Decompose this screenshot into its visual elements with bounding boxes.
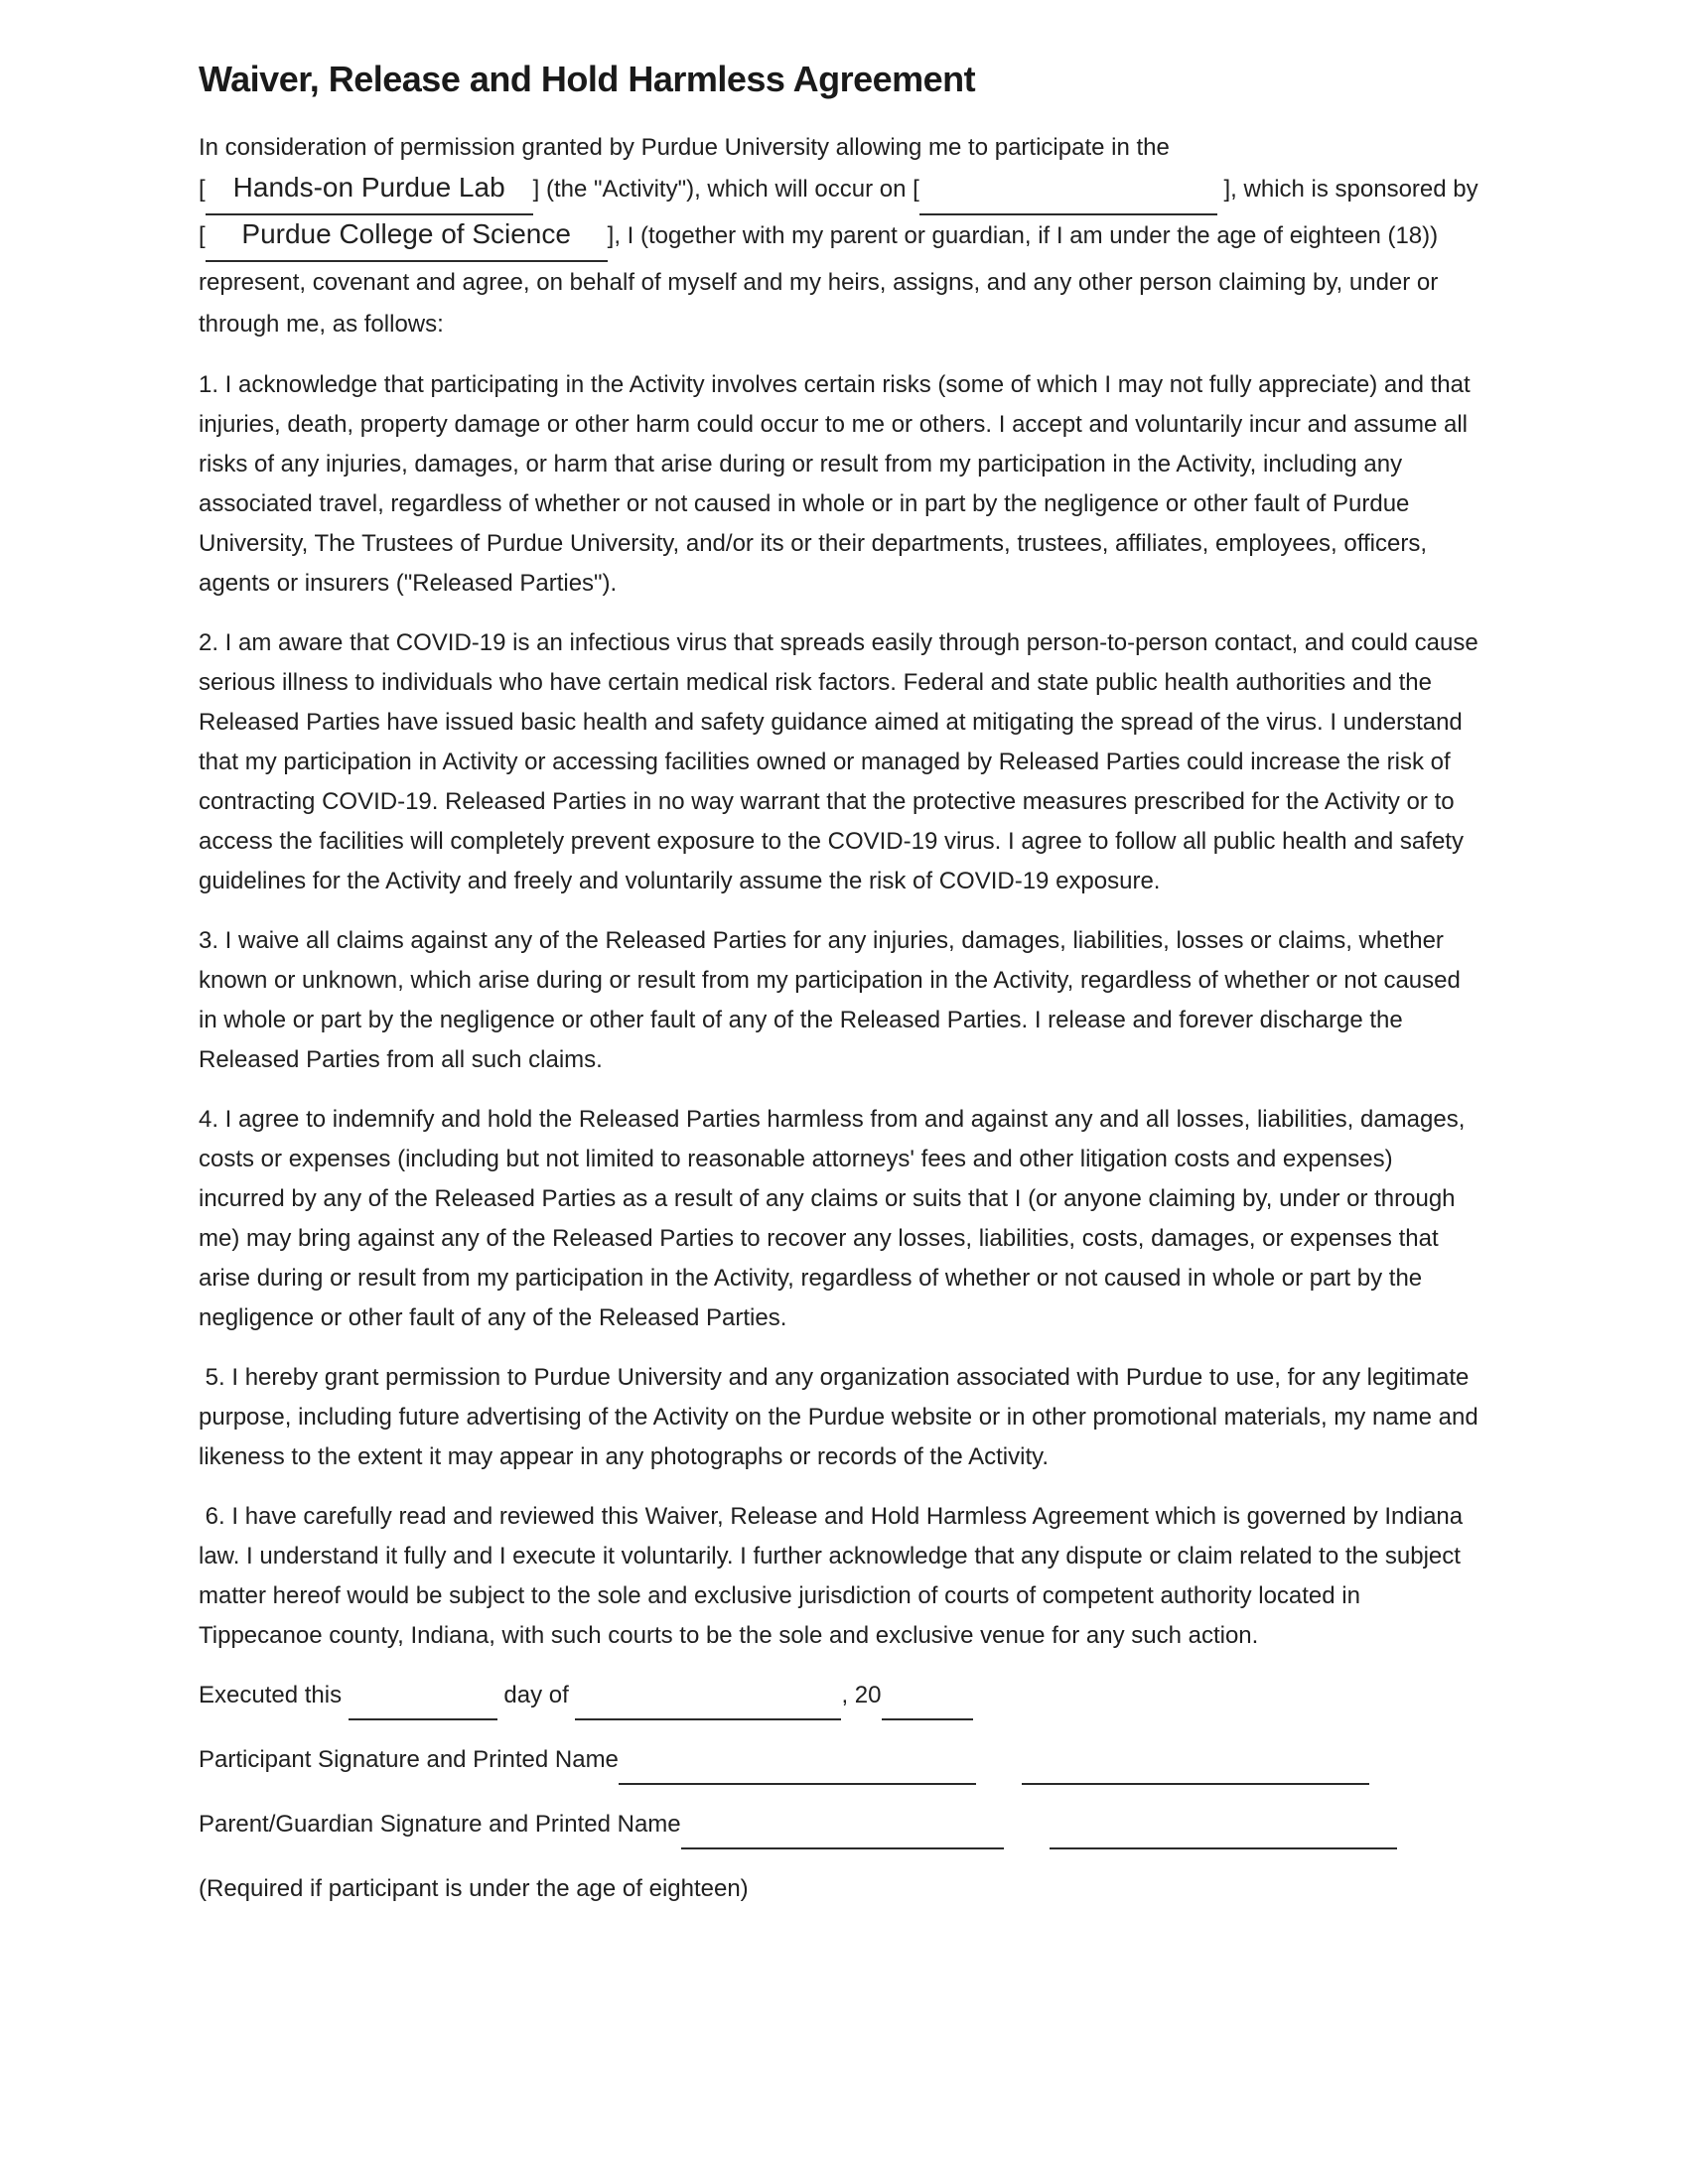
parent-guardian-signature-label: Parent/Guardian Signature and Printed Name <box>199 1811 681 1838</box>
waiver-paragraph-5: 5. I hereby grant permission to Purdue University and any organization associated with Purdue to use, for any legitimate purpose, including future advertising of the Activity on the Purdue website or in other promotional materials, my name and likeness to the extent it may appear in any photographs or records of the Activity. <box>199 1364 1485 1470</box>
intro-text-4: , I (together with my parent or guardian, if I am under the age of eighteen (18)) represent, covenant and agree, on behalf of myself and my heirs, assigns, and any other person claiming by, under or through me, as follows: <box>199 222 1445 338</box>
activity-name-blank[interactable] <box>206 169 533 215</box>
event-date-blank[interactable] <box>919 169 1217 215</box>
participant-signature-row <box>199 1740 1484 1785</box>
parent-guardian-signature-row <box>199 1805 1484 1849</box>
parent-guardian-printed-name-blank[interactable] <box>1050 1805 1397 1849</box>
waiver-paragraph-1: 1. I acknowledge that participating in the Activity involves certain risks (some of which I may not fully appreciate) and that injuries, death, property damage or other harm could occur to me or others. I accept and voluntarily incur and assume all risks of any injuries, damages, or harm that arise during or result from my participation in the Activity, including any associated travel, regardless of whether or not caused in whole or in part by the negligence or other fault of Purdue University, The Trustees of Purdue University, and/or its or their departments, trustees, affiliates, employees, officers, agents or insurers ("Released Parties"). <box>199 371 1477 597</box>
activity-name-value: Hands-on Purdue Lab <box>232 172 505 203</box>
waiver-paragraph-6: 6. I have carefully read and reviewed this Waiver, Release and Hold Harmless Agreement which is governed by Indiana law. I understand it fully and I execute it voluntarily. I further acknowledge that any dispute or claim related to the subject matter hereof would be subject to the sole and exclusive jurisdiction of courts of competent authority located in Tippecanoe county, Indiana, with such courts to be the sole and exclusive venue for any such action. <box>199 1503 1470 1649</box>
executed-this-label: Executed this <box>199 1682 349 1708</box>
under-eighteen-footnote: (Required if participant is under the age of eighteen) <box>199 1875 749 1902</box>
parent-guardian-signature-blank[interactable] <box>681 1805 1004 1849</box>
document-title: Waiver, Release and Hold Harmless Agreement <box>199 59 976 99</box>
waiver-paragraph-4: 4. I agree to indemnify and hold the Released Parties harmless from and against any and all losses, liabilities, damages, costs or expenses (including but not limited to reasonable attorneys' fees and other litigation costs and expenses) incurred by any of the Released Parties as a result of any claims or suits that I (or anyone claiming by, under or through me) may bring against any of the Released Parties to recover any losses, liabilities, costs, damages, or expenses that arise during or result from my participation in the Activity, regardless of whether or not caused in whole or part by the negligence or other fault of any of the Released Parties. <box>199 1106 1473 1331</box>
sponsor-value: Purdue College of Science <box>241 218 571 249</box>
waiver-paragraph-3: 3. I waive all claims against any of the Released Parties for any injuries, damages, liabilities, losses or claims, whether known or unknown, which arise during or result from my participation in the Activity, regardless of whether or not caused in whole or part by the negligence or other fault of any of the Released Parties. I release and forever discharge the Released Parties from all such claims. <box>199 927 1468 1073</box>
execution-date-row <box>199 1676 1484 1720</box>
day-of-label: day of <box>496 1682 576 1708</box>
waiver-paragraph-2: 2. I am aware that COVID-19 is an infectious virus that spreads easily through person-to-person contact, and could cause serious illness to individuals who have certain medical risk factors. Federal and state public health authorities and the Released Parties have issued basic health and safety guidance aimed at mitigating the spread of the virus. I understand that my participation in Activity or accessing facilities owned or managed by Released Parties could increase the risk of contracting COVID-19. Released Parties in no way warrant that the protective measures prescribed for the Activity or to access the facilities will completely prevent exposure to the COVID-19 virus. I agree to follow all public health and safety guidelines for the Activity and freely and voluntarily assume the risk of COVID-19 exposure. <box>199 629 1485 894</box>
intro-paragraph <box>199 127 1484 345</box>
sponsor-blank[interactable] <box>206 215 608 262</box>
execution-day-blank[interactable] <box>349 1676 497 1720</box>
intro-text-2: (the "Activity"), which will occur on <box>539 176 914 203</box>
date-bracket-close: ] <box>1216 176 1231 203</box>
intro-text-1: In consideration of permission granted by Purdue University allowing me to participate in the <box>199 134 1177 161</box>
execution-month-blank[interactable] <box>575 1676 841 1720</box>
participant-signature-label: Participant Signature and Printed Name <box>199 1746 619 1773</box>
intro-text-3: , which is sponsored by <box>1230 176 1485 203</box>
date-bracket-open: [ <box>913 176 919 203</box>
year-prefix-label: , 20 <box>841 1682 882 1708</box>
participant-printed-name-blank[interactable] <box>1022 1740 1369 1785</box>
participant-signature-blank[interactable] <box>619 1740 976 1785</box>
activity-bracket-close: ] <box>532 176 540 203</box>
sponsor-bracket-close: ] <box>607 222 615 249</box>
sponsor-bracket-open: [ <box>199 222 206 249</box>
activity-bracket-open: [ <box>199 176 206 203</box>
execution-year-blank[interactable] <box>882 1676 973 1720</box>
